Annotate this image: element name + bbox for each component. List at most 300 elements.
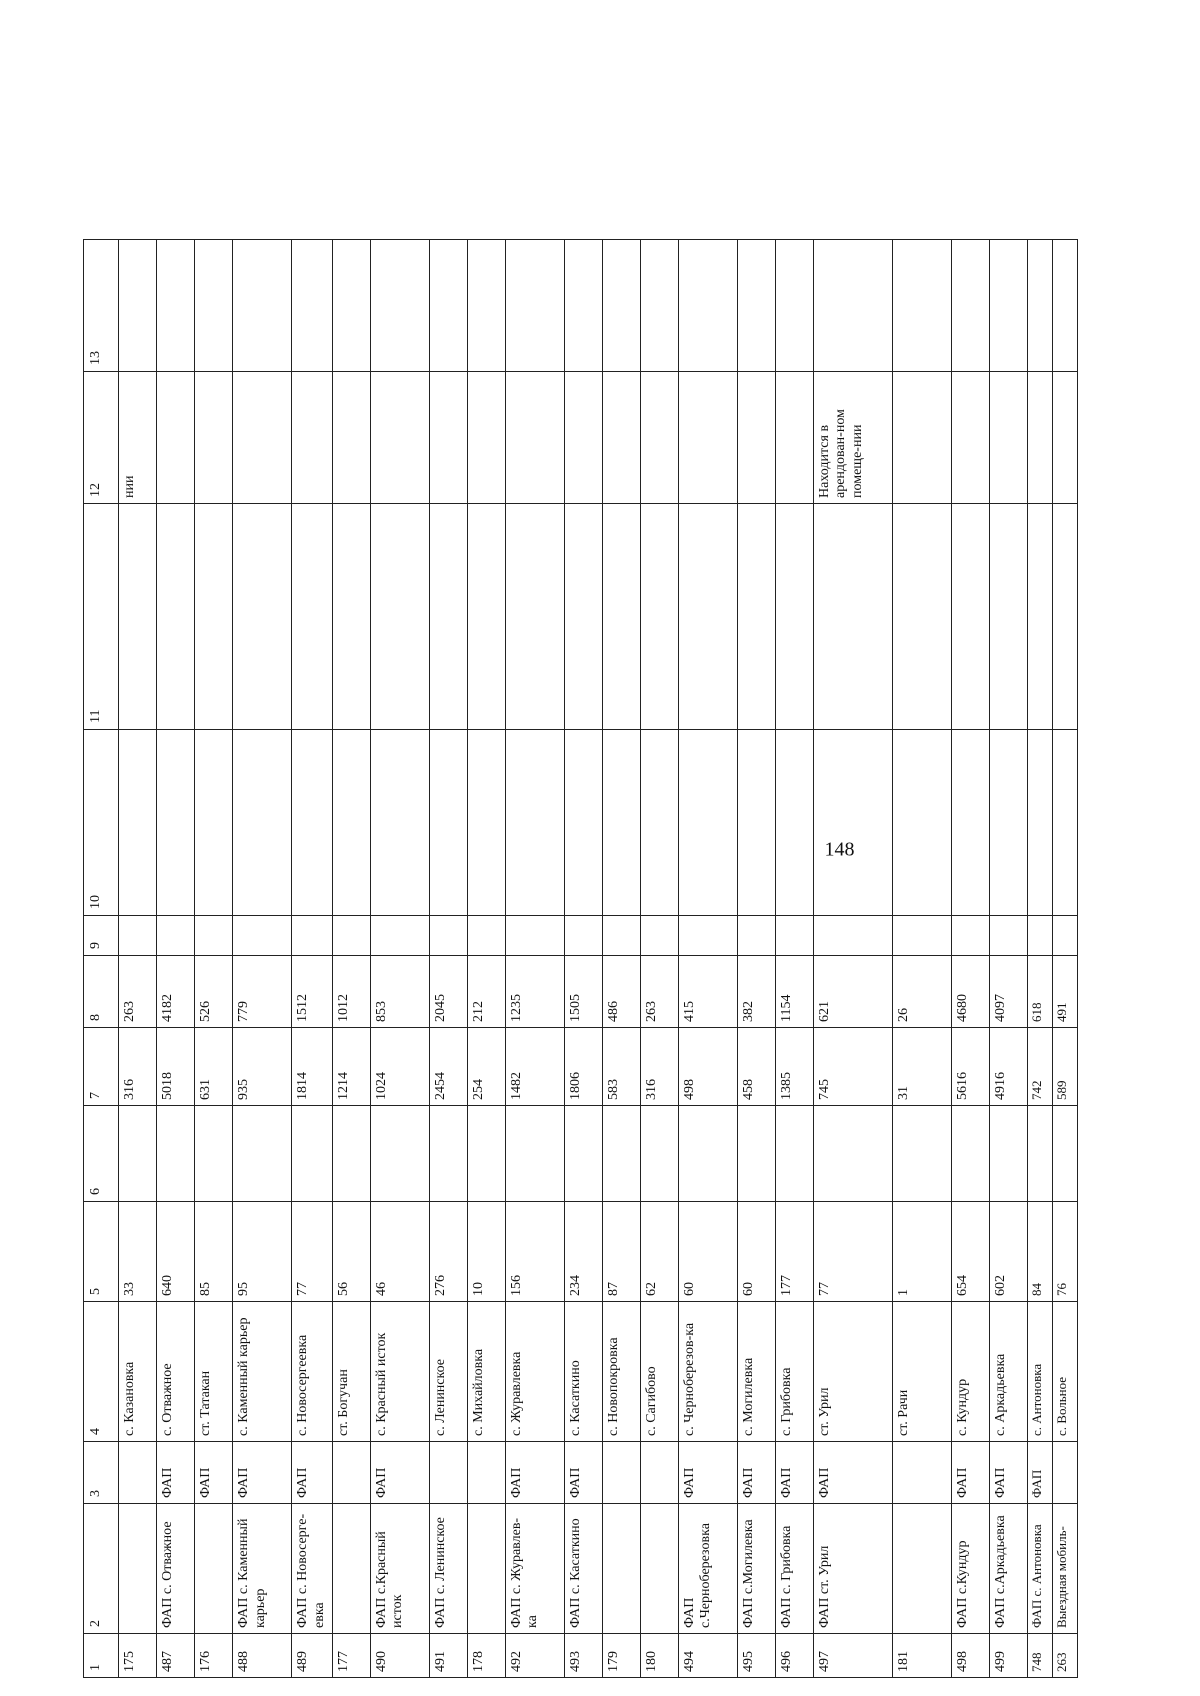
cell-col8: 263 <box>119 956 157 1028</box>
cell-type <box>892 1442 951 1504</box>
cell-col7: 31 <box>892 1028 951 1106</box>
cell-col13 <box>429 240 467 372</box>
cell-col10 <box>370 730 429 916</box>
cell-note <box>1027 372 1052 504</box>
cell-col10 <box>989 730 1027 916</box>
cell-type: ФАП <box>813 1442 892 1504</box>
table-row <box>1027 240 1052 1678</box>
cell-col6 <box>1027 1106 1052 1202</box>
cell-col7: 742 <box>1027 1028 1052 1106</box>
cell-note <box>195 372 233 504</box>
cell-col6 <box>332 1106 370 1202</box>
cell-col7: 1806 <box>564 1028 602 1106</box>
cell-col10 <box>602 730 640 916</box>
table-row <box>892 240 951 1678</box>
cell-settlement: с. Казановка <box>119 1302 157 1442</box>
cell-col10 <box>564 730 602 916</box>
cell-col8: 2045 <box>429 956 467 1028</box>
cell-col5: 177 <box>775 1202 813 1302</box>
cell-settlement: с. Журавлевка <box>505 1302 564 1442</box>
cell-col13 <box>157 240 195 372</box>
cell-type: ФАП <box>292 1442 333 1504</box>
cell-col7: 1385 <box>775 1028 813 1106</box>
cell-facility: ФАП с. Отважное <box>157 1504 195 1634</box>
cell-col5: 156 <box>505 1202 564 1302</box>
cell-col13 <box>813 240 892 372</box>
cell-col5: 76 <box>1052 1202 1077 1302</box>
cell-col13 <box>1052 240 1077 372</box>
cell-col10 <box>813 730 892 916</box>
cell-facility: Выездная мобиль- <box>1052 1504 1077 1634</box>
cell-type: ФАП <box>775 1442 813 1504</box>
cell-col5: 234 <box>564 1202 602 1302</box>
cell-col8: 4182 <box>157 956 195 1028</box>
cell-col6 <box>813 1106 892 1202</box>
table-row <box>467 240 505 1678</box>
cell-settlement: с. Каменный карьер <box>233 1302 292 1442</box>
cell-col9 <box>640 916 678 956</box>
cell-note <box>678 372 737 504</box>
cell-type <box>602 1442 640 1504</box>
cell-col9 <box>951 916 989 956</box>
cell-facility <box>602 1504 640 1634</box>
table-row <box>775 240 813 1678</box>
cell-note <box>951 372 989 504</box>
cell-settlement: с. Аркадьевка <box>989 1302 1027 1442</box>
cell-col8: 853 <box>370 956 429 1028</box>
cell-type: ФАП <box>157 1442 195 1504</box>
cell-col8: 4680 <box>951 956 989 1028</box>
cell-type: ФАП <box>233 1442 292 1504</box>
cell-number: 178 <box>467 1634 505 1678</box>
cell-type: ФАП <box>989 1442 1027 1504</box>
header-row <box>84 240 119 1678</box>
cell-col11 <box>602 504 640 730</box>
cell-col9 <box>989 916 1027 956</box>
cell-col9 <box>602 916 640 956</box>
table-row <box>233 240 292 1678</box>
cell-col9 <box>119 916 157 956</box>
cell-col8: 4097 <box>989 956 1027 1028</box>
cell-col13 <box>678 240 737 372</box>
table-row <box>429 240 467 1678</box>
cell-col10 <box>775 730 813 916</box>
cell-col9 <box>467 916 505 956</box>
cell-number: 176 <box>195 1634 233 1678</box>
table-row <box>951 240 989 1678</box>
cell-col6 <box>951 1106 989 1202</box>
cell-col5: 10 <box>467 1202 505 1302</box>
cell-number: 489 <box>292 1634 333 1678</box>
cell-col7: 935 <box>233 1028 292 1106</box>
cell-col13 <box>292 240 333 372</box>
cell-note <box>737 372 775 504</box>
column-header: 13 <box>84 240 119 372</box>
cell-note <box>233 372 292 504</box>
cell-facility <box>892 1504 951 1634</box>
cell-col5: 85 <box>195 1202 233 1302</box>
cell-col11 <box>292 504 333 730</box>
cell-col10 <box>892 730 951 916</box>
cell-col8: 212 <box>467 956 505 1028</box>
cell-col5: 77 <box>813 1202 892 1302</box>
cell-col7: 1214 <box>332 1028 370 1106</box>
cell-col11 <box>737 504 775 730</box>
cell-col11 <box>233 504 292 730</box>
cell-settlement: ст. Рачи <box>892 1302 951 1442</box>
cell-facility <box>467 1504 505 1634</box>
cell-settlement: с. Вольное <box>1052 1302 1077 1442</box>
cell-col13 <box>892 240 951 372</box>
cell-col10 <box>1027 730 1052 916</box>
cell-col11 <box>951 504 989 730</box>
cell-col8: 1235 <box>505 956 564 1028</box>
cell-note <box>429 372 467 504</box>
cell-note <box>157 372 195 504</box>
cell-type: ФАП <box>370 1442 429 1504</box>
cell-type <box>119 1442 157 1504</box>
cell-col8: 263 <box>640 956 678 1028</box>
cell-col5: 77 <box>292 1202 333 1302</box>
cell-settlement: с. Ленинское <box>429 1302 467 1442</box>
cell-note <box>892 372 951 504</box>
cell-col6 <box>989 1106 1027 1202</box>
cell-col7: 5616 <box>951 1028 989 1106</box>
cell-col13 <box>233 240 292 372</box>
column-header: 12 <box>84 372 119 504</box>
table-row <box>157 240 195 1678</box>
cell-col13 <box>505 240 564 372</box>
cell-col9 <box>775 916 813 956</box>
cell-number: 492 <box>505 1634 564 1678</box>
cell-col6 <box>775 1106 813 1202</box>
cell-col6 <box>467 1106 505 1202</box>
table-row <box>989 240 1027 1678</box>
cell-note <box>564 372 602 504</box>
table-row <box>678 240 737 1678</box>
cell-number: 487 <box>157 1634 195 1678</box>
column-header: 8 <box>84 956 119 1028</box>
cell-note <box>640 372 678 504</box>
cell-type <box>332 1442 370 1504</box>
cell-facility: ФАП с.Аркадьевка <box>989 1504 1027 1634</box>
cell-col10 <box>951 730 989 916</box>
cell-col10 <box>292 730 333 916</box>
cell-type: ФАП <box>737 1442 775 1504</box>
cell-col8: 491 <box>1052 956 1077 1028</box>
cell-number: 498 <box>951 1634 989 1678</box>
cell-facility: ФАП с. Антоновка <box>1027 1504 1052 1634</box>
cell-col13 <box>1027 240 1052 372</box>
cell-col5: 60 <box>678 1202 737 1302</box>
cell-facility: ФАП с.Черноберезовка <box>678 1504 737 1634</box>
cell-number: 180 <box>640 1634 678 1678</box>
cell-col6 <box>892 1106 951 1202</box>
cell-type <box>1052 1442 1077 1504</box>
cell-col9 <box>370 916 429 956</box>
cell-col11 <box>892 504 951 730</box>
cell-settlement: с. Новопокровка <box>602 1302 640 1442</box>
cell-col10 <box>640 730 678 916</box>
cell-type: ФАП <box>1027 1442 1052 1504</box>
cell-col8: 486 <box>602 956 640 1028</box>
table-row <box>292 240 333 1678</box>
cell-col13 <box>119 240 157 372</box>
cell-col10 <box>332 730 370 916</box>
cell-col6 <box>370 1106 429 1202</box>
cell-settlement: с. Антоновка <box>1027 1302 1052 1442</box>
cell-col8: 1154 <box>775 956 813 1028</box>
column-header: 11 <box>84 504 119 730</box>
cell-settlement: с. Михайловка <box>467 1302 505 1442</box>
cell-col13 <box>332 240 370 372</box>
cell-note <box>370 372 429 504</box>
cell-col9 <box>892 916 951 956</box>
cell-number: 495 <box>737 1634 775 1678</box>
cell-col7: 4916 <box>989 1028 1027 1106</box>
column-header: 6 <box>84 1106 119 1202</box>
cell-col6 <box>678 1106 737 1202</box>
cell-note: Находится в арендован-ном помеще-нии <box>813 372 892 504</box>
page-number: 148 <box>824 838 855 861</box>
cell-col7: 631 <box>195 1028 233 1106</box>
cell-facility <box>332 1504 370 1634</box>
cell-col7: 1482 <box>505 1028 564 1106</box>
cell-col6 <box>640 1106 678 1202</box>
cell-col9 <box>505 916 564 956</box>
cell-col11 <box>678 504 737 730</box>
cell-note: нии <box>119 372 157 504</box>
cell-col11 <box>1052 504 1077 730</box>
cell-col6 <box>195 1106 233 1202</box>
cell-col6 <box>564 1106 602 1202</box>
cell-col9 <box>233 916 292 956</box>
cell-col6 <box>157 1106 195 1202</box>
cell-col10 <box>1052 730 1077 916</box>
cell-number: 493 <box>564 1634 602 1678</box>
cell-settlement: ст. Богучан <box>332 1302 370 1442</box>
cell-col8: 382 <box>737 956 775 1028</box>
cell-settlement: с. Могилевка <box>737 1302 775 1442</box>
cell-facility: ФАП с. Грибовка <box>775 1504 813 1634</box>
cell-col9 <box>157 916 195 956</box>
cell-col11 <box>775 504 813 730</box>
cell-col6 <box>119 1106 157 1202</box>
cell-col13 <box>775 240 813 372</box>
cell-facility <box>119 1504 157 1634</box>
cell-col9 <box>564 916 602 956</box>
cell-note <box>775 372 813 504</box>
cell-col6 <box>429 1106 467 1202</box>
cell-note <box>505 372 564 504</box>
cell-col13 <box>564 240 602 372</box>
cell-settlement: с. Сагибово <box>640 1302 678 1442</box>
cell-number: 499 <box>989 1634 1027 1678</box>
cell-settlement: с. Грибовка <box>775 1302 813 1442</box>
cell-col6 <box>602 1106 640 1202</box>
cell-type: ФАП <box>678 1442 737 1504</box>
cell-col10 <box>737 730 775 916</box>
cell-col8: 1505 <box>564 956 602 1028</box>
table-row <box>640 240 678 1678</box>
cell-settlement: с. Красный исток <box>370 1302 429 1442</box>
cell-note <box>467 372 505 504</box>
cell-col5: 60 <box>737 1202 775 1302</box>
cell-col8: 1012 <box>332 956 370 1028</box>
cell-col9 <box>737 916 775 956</box>
cell-col8: 1512 <box>292 956 333 1028</box>
cell-col7: 745 <box>813 1028 892 1106</box>
cell-facility: ФАП с. Касаткино <box>564 1504 602 1634</box>
cell-col13 <box>467 240 505 372</box>
cell-col13 <box>951 240 989 372</box>
cell-col11 <box>564 504 602 730</box>
cell-type <box>429 1442 467 1504</box>
cell-col6 <box>292 1106 333 1202</box>
table-row <box>813 240 892 1678</box>
cell-settlement: с. Новосергеевка <box>292 1302 333 1442</box>
cell-facility: ФАП с. Ленинское <box>429 1504 467 1634</box>
cell-col5: 602 <box>989 1202 1027 1302</box>
cell-col13 <box>370 240 429 372</box>
cell-col7: 1024 <box>370 1028 429 1106</box>
cell-col7: 458 <box>737 1028 775 1106</box>
cell-col7: 316 <box>640 1028 678 1106</box>
cell-type: ФАП <box>195 1442 233 1504</box>
cell-settlement: с. Черноберезов-ка <box>678 1302 737 1442</box>
cell-col11 <box>505 504 564 730</box>
cell-col5: 46 <box>370 1202 429 1302</box>
cell-col10 <box>678 730 737 916</box>
cell-col8: 621 <box>813 956 892 1028</box>
cell-settlement: с. Кундур <box>951 1302 989 1442</box>
cell-number: 181 <box>892 1634 951 1678</box>
cell-number: 490 <box>370 1634 429 1678</box>
table-row <box>737 240 775 1678</box>
cell-number: 496 <box>775 1634 813 1678</box>
cell-note <box>602 372 640 504</box>
cell-col8: 618 <box>1027 956 1052 1028</box>
cell-col9 <box>1027 916 1052 956</box>
cell-facility: ФАП ст. Урил <box>813 1504 892 1634</box>
table-row <box>195 240 233 1678</box>
cell-col11 <box>1027 504 1052 730</box>
cell-col9 <box>813 916 892 956</box>
table-row <box>602 240 640 1678</box>
cell-settlement: ст. Татакан <box>195 1302 233 1442</box>
cell-col10 <box>157 730 195 916</box>
cell-col7: 589 <box>1052 1028 1077 1106</box>
cell-col10 <box>119 730 157 916</box>
cell-col7: 5018 <box>157 1028 195 1106</box>
cell-col5: 84 <box>1027 1202 1052 1302</box>
table-row <box>119 240 157 1678</box>
cell-col5: 33 <box>119 1202 157 1302</box>
column-header: 7 <box>84 1028 119 1106</box>
cell-col7: 316 <box>119 1028 157 1106</box>
cell-note <box>332 372 370 504</box>
column-header: 10 <box>84 730 119 916</box>
cell-col8: 526 <box>195 956 233 1028</box>
cell-col13 <box>602 240 640 372</box>
cell-col9 <box>429 916 467 956</box>
facilities-table <box>83 239 1078 1678</box>
cell-note <box>292 372 333 504</box>
table-row <box>332 240 370 1678</box>
cell-col10 <box>467 730 505 916</box>
cell-col6 <box>505 1106 564 1202</box>
cell-col9 <box>195 916 233 956</box>
cell-col8: 26 <box>892 956 951 1028</box>
cell-number: 179 <box>602 1634 640 1678</box>
cell-number: 494 <box>678 1634 737 1678</box>
cell-col8: 779 <box>233 956 292 1028</box>
cell-col9 <box>332 916 370 956</box>
column-header: 5 <box>84 1202 119 1302</box>
cell-col11 <box>467 504 505 730</box>
cell-col5: 87 <box>602 1202 640 1302</box>
cell-col11 <box>332 504 370 730</box>
cell-facility: ФАП с.Кундур <box>951 1504 989 1634</box>
column-header: 9 <box>84 916 119 956</box>
cell-col7: 1814 <box>292 1028 333 1106</box>
column-header: 4 <box>84 1302 119 1442</box>
table-row <box>370 240 429 1678</box>
cell-col11 <box>813 504 892 730</box>
cell-col5: 62 <box>640 1202 678 1302</box>
cell-type: ФАП <box>505 1442 564 1504</box>
cell-col5: 1 <box>892 1202 951 1302</box>
cell-col5: 276 <box>429 1202 467 1302</box>
cell-col6 <box>233 1106 292 1202</box>
cell-facility <box>195 1504 233 1634</box>
cell-facility <box>640 1504 678 1634</box>
cell-facility: ФАП с.Красный исток <box>370 1504 429 1634</box>
cell-col7: 583 <box>602 1028 640 1106</box>
cell-col10 <box>233 730 292 916</box>
cell-facility: ФАП с. Журавлев-ка <box>505 1504 564 1634</box>
cell-col9 <box>1052 916 1077 956</box>
cell-col5: 640 <box>157 1202 195 1302</box>
cell-type <box>640 1442 678 1504</box>
cell-col7: 498 <box>678 1028 737 1106</box>
cell-facility: ФАП с. Новосерге-евка <box>292 1504 333 1634</box>
cell-col11 <box>157 504 195 730</box>
cell-col9 <box>678 916 737 956</box>
cell-note <box>1052 372 1077 504</box>
cell-facility: ФАП с.Могилевка <box>737 1504 775 1634</box>
cell-col5: 654 <box>951 1202 989 1302</box>
cell-col7: 2454 <box>429 1028 467 1106</box>
table-row <box>1052 240 1077 1678</box>
cell-col13 <box>737 240 775 372</box>
cell-col10 <box>429 730 467 916</box>
cell-number: 177 <box>332 1634 370 1678</box>
cell-col13 <box>195 240 233 372</box>
cell-col13 <box>640 240 678 372</box>
cell-number: 491 <box>429 1634 467 1678</box>
cell-col10 <box>505 730 564 916</box>
cell-type: ФАП <box>564 1442 602 1504</box>
cell-col6 <box>1052 1106 1077 1202</box>
column-header: 2 <box>84 1504 119 1634</box>
cell-col7: 254 <box>467 1028 505 1106</box>
cell-col11 <box>370 504 429 730</box>
cell-col11 <box>640 504 678 730</box>
cell-col5: 95 <box>233 1202 292 1302</box>
cell-number: 175 <box>119 1634 157 1678</box>
cell-type: ФАП <box>951 1442 989 1504</box>
